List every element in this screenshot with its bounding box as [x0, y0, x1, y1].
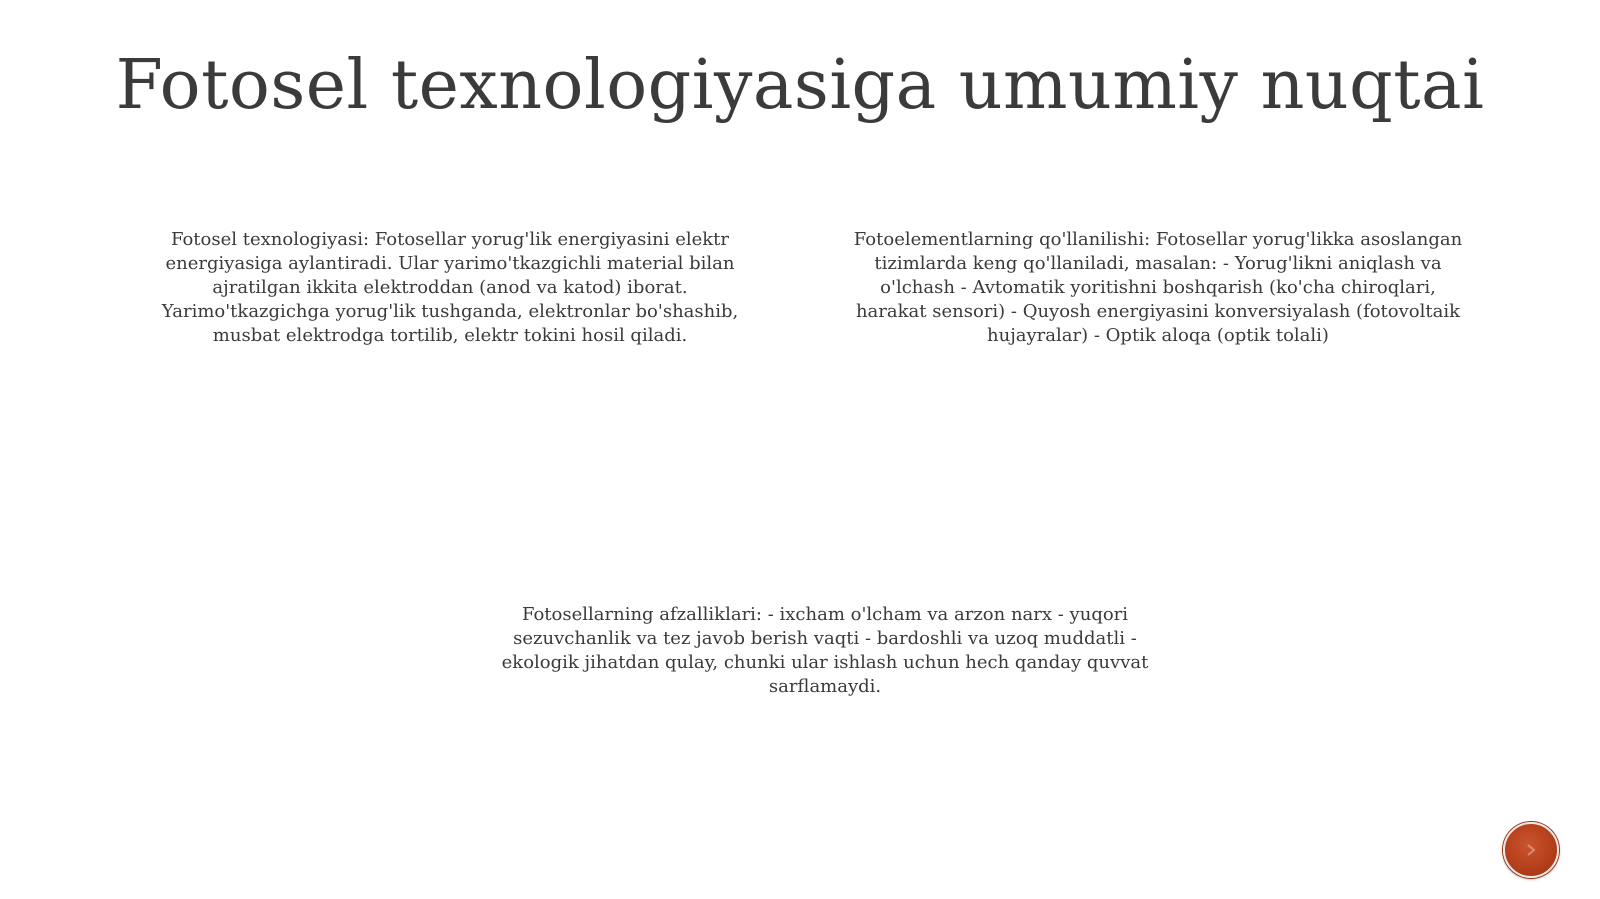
text-block-applications: Fotoelementlarning qo'llanilishi: Fotosellar yorug'likka asoslangan tizimlarda keng qo'llaniladi, masalan: - Yorug'likni aniqlash va o'lchash - Avtomatik yoritishni boshqarish (ko'cha chiroqlari, harakat sensori) - Quyosh energiyasini konversiyalash (fotovoltaik hujayralar) - Optik aloqa (optik tolali)	[853, 229, 1463, 346]
text-block-advantages: Fotosellarning afzalliklari: - ixcham o'lcham va arzon narx - yuqori sezuvchanlik va tez javob berish vaqti - bardoshli va uzoq muddatli - ekologik jihatdan qulay, chunki ular ishlash uchun hech qanday quvvat sarflamaydi.	[501, 604, 1149, 697]
next-slide-icon	[1523, 842, 1539, 858]
text-block-technology: Fotosel texnologiyasi: Fotosellar yorug'lik energiyasini elektr energiyasiga aylantiradi. Ular yarimo'tkazgichli material bilan ajratilgan ikkita elektroddan (anod va katod) iborat. Yarimo'tkazgichga yorug'lik tushganda, elektronlar bo'shashib, musbat elektrodga tortilib, elektr tokini hosil qiladi.	[161, 229, 739, 346]
slide-title: Fotosel texnologiyasiga umumiy nuqtai	[115, 46, 1485, 125]
next-slide-button[interactable]	[1503, 822, 1559, 878]
